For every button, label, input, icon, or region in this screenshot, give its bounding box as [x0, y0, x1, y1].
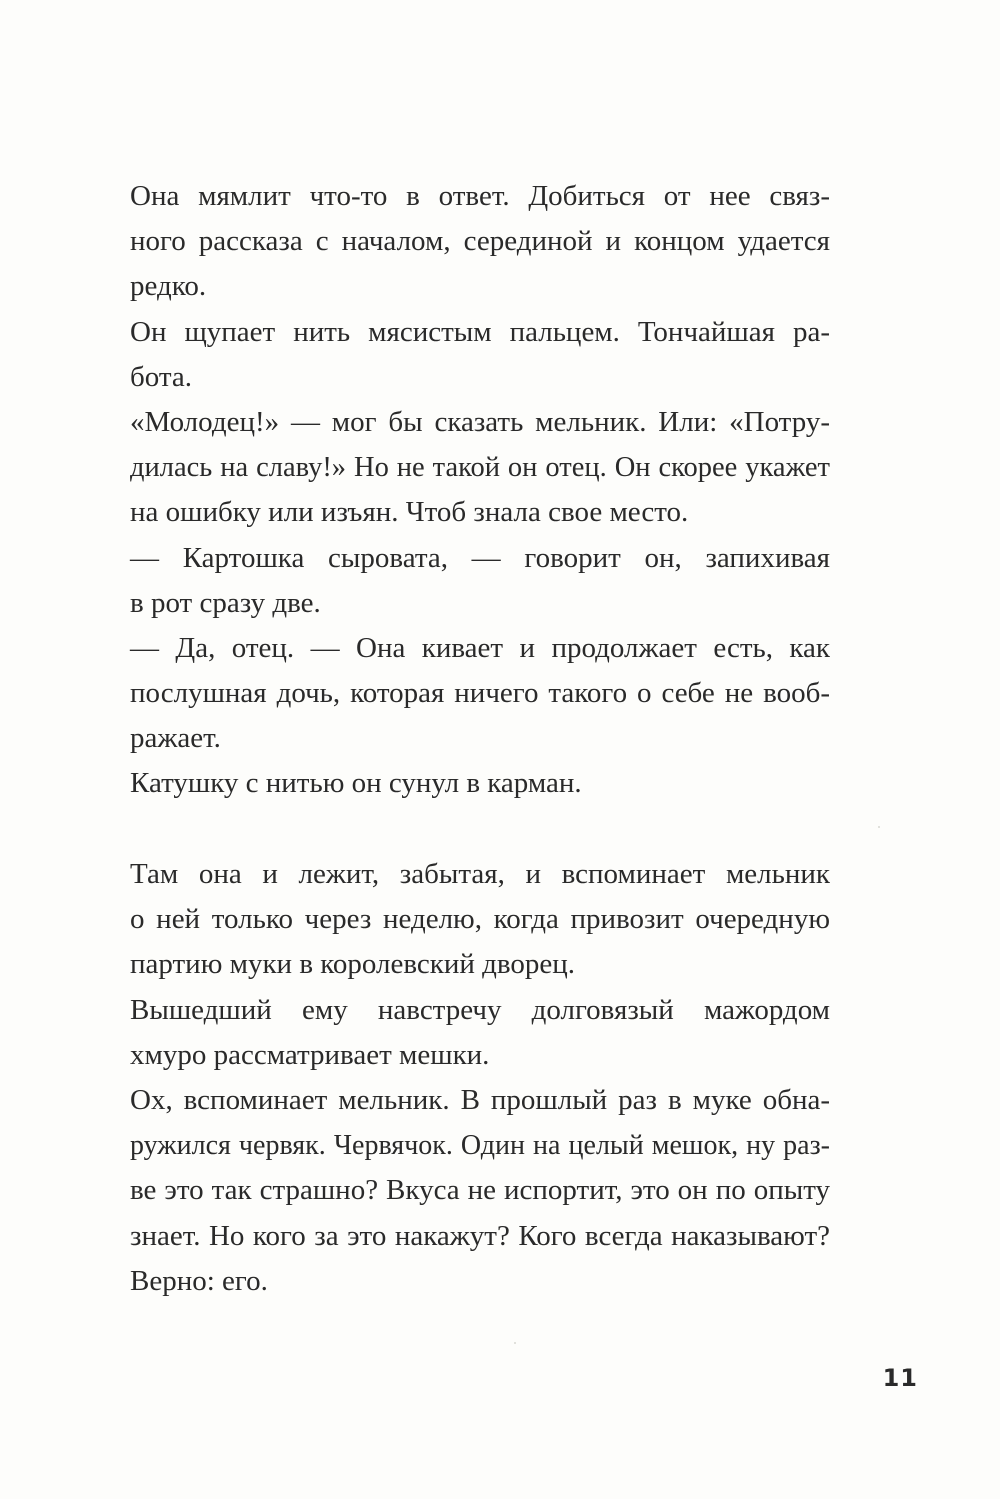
paragraph-7-line-2: о ней только через неделю, когда привозит очередную: [130, 903, 830, 936]
paragraph-7-line-3: партию муки в королевский дворец.: [130, 948, 576, 981]
paragraph-9-line-2: ружился червяк. Червячок. Один на целый мешок, ну раз-: [130, 1130, 830, 1162]
paragraph-5-line-2: послушная дочь, которая ничего такого о себе не вооб-: [130, 677, 830, 710]
paragraph-7-line-1: Там она и лежит, забытая, и вспоминает мельник: [130, 858, 830, 890]
paragraph-5-line-1: — Да, отец. — Она кивает и продолжает есть, как: [130, 631, 830, 664]
paragraph-4-line-1: — Картошка сыровата, — говорит он, запихивая: [130, 541, 830, 574]
paragraph-6-line-1: Катушку с нитью он сунул в карман.: [130, 767, 582, 800]
text-section-2: [130, 852, 830, 1304]
paper-speck: [878, 826, 880, 828]
paragraph-9-line-1: Ох, вспоминает мельник. В прошлый раз в муке обна-: [130, 1083, 830, 1116]
paragraph-8-line-2: хмуро рассматривает мешки.: [130, 1038, 490, 1071]
paragraph-2-line-1: Он щупает нить мясистым пальцем. Тончайшая ра-: [130, 315, 830, 348]
paragraph-9-line-3: ве это так страшно? Вкуса не испортит, это он по опыту: [130, 1174, 830, 1207]
paragraph-2-line-2: бота.: [130, 360, 193, 393]
paragraph-1-line-1: Она мямлит что-то в ответ. Добиться от нее связ-: [130, 180, 830, 212]
paragraph-4-line-2: в рот сразу две.: [130, 586, 321, 619]
paragraph-3-line-3: на ошибку или изъян. Чтоб знала свое место.: [130, 496, 689, 529]
text-section-1: [130, 174, 830, 807]
page-number: 11: [882, 1364, 918, 1392]
paragraph-3-line-1: «Молодец!» — мог бы сказать мельник. Или: «Потру-: [130, 405, 830, 438]
paragraph-9-line-5: Верно: его.: [130, 1264, 268, 1297]
paper-speck: [514, 1342, 516, 1344]
paragraph-3-line-2: дилась на славу!» Но не такой он отец. Он скорее укажет: [130, 452, 830, 484]
paragraph-5-line-3: ражает.: [130, 722, 221, 755]
paragraph-1-line-3: редко.: [130, 270, 207, 303]
paragraph-1-line-2: ного рассказа с началом, серединой и концом удается: [130, 225, 830, 258]
paragraph-9-line-4: знает. Но кого за это накажут? Кого всегда наказывают?: [130, 1219, 830, 1252]
paragraph-8-line-1: Вышедший ему навстречу долговязый мажордом: [130, 993, 830, 1026]
